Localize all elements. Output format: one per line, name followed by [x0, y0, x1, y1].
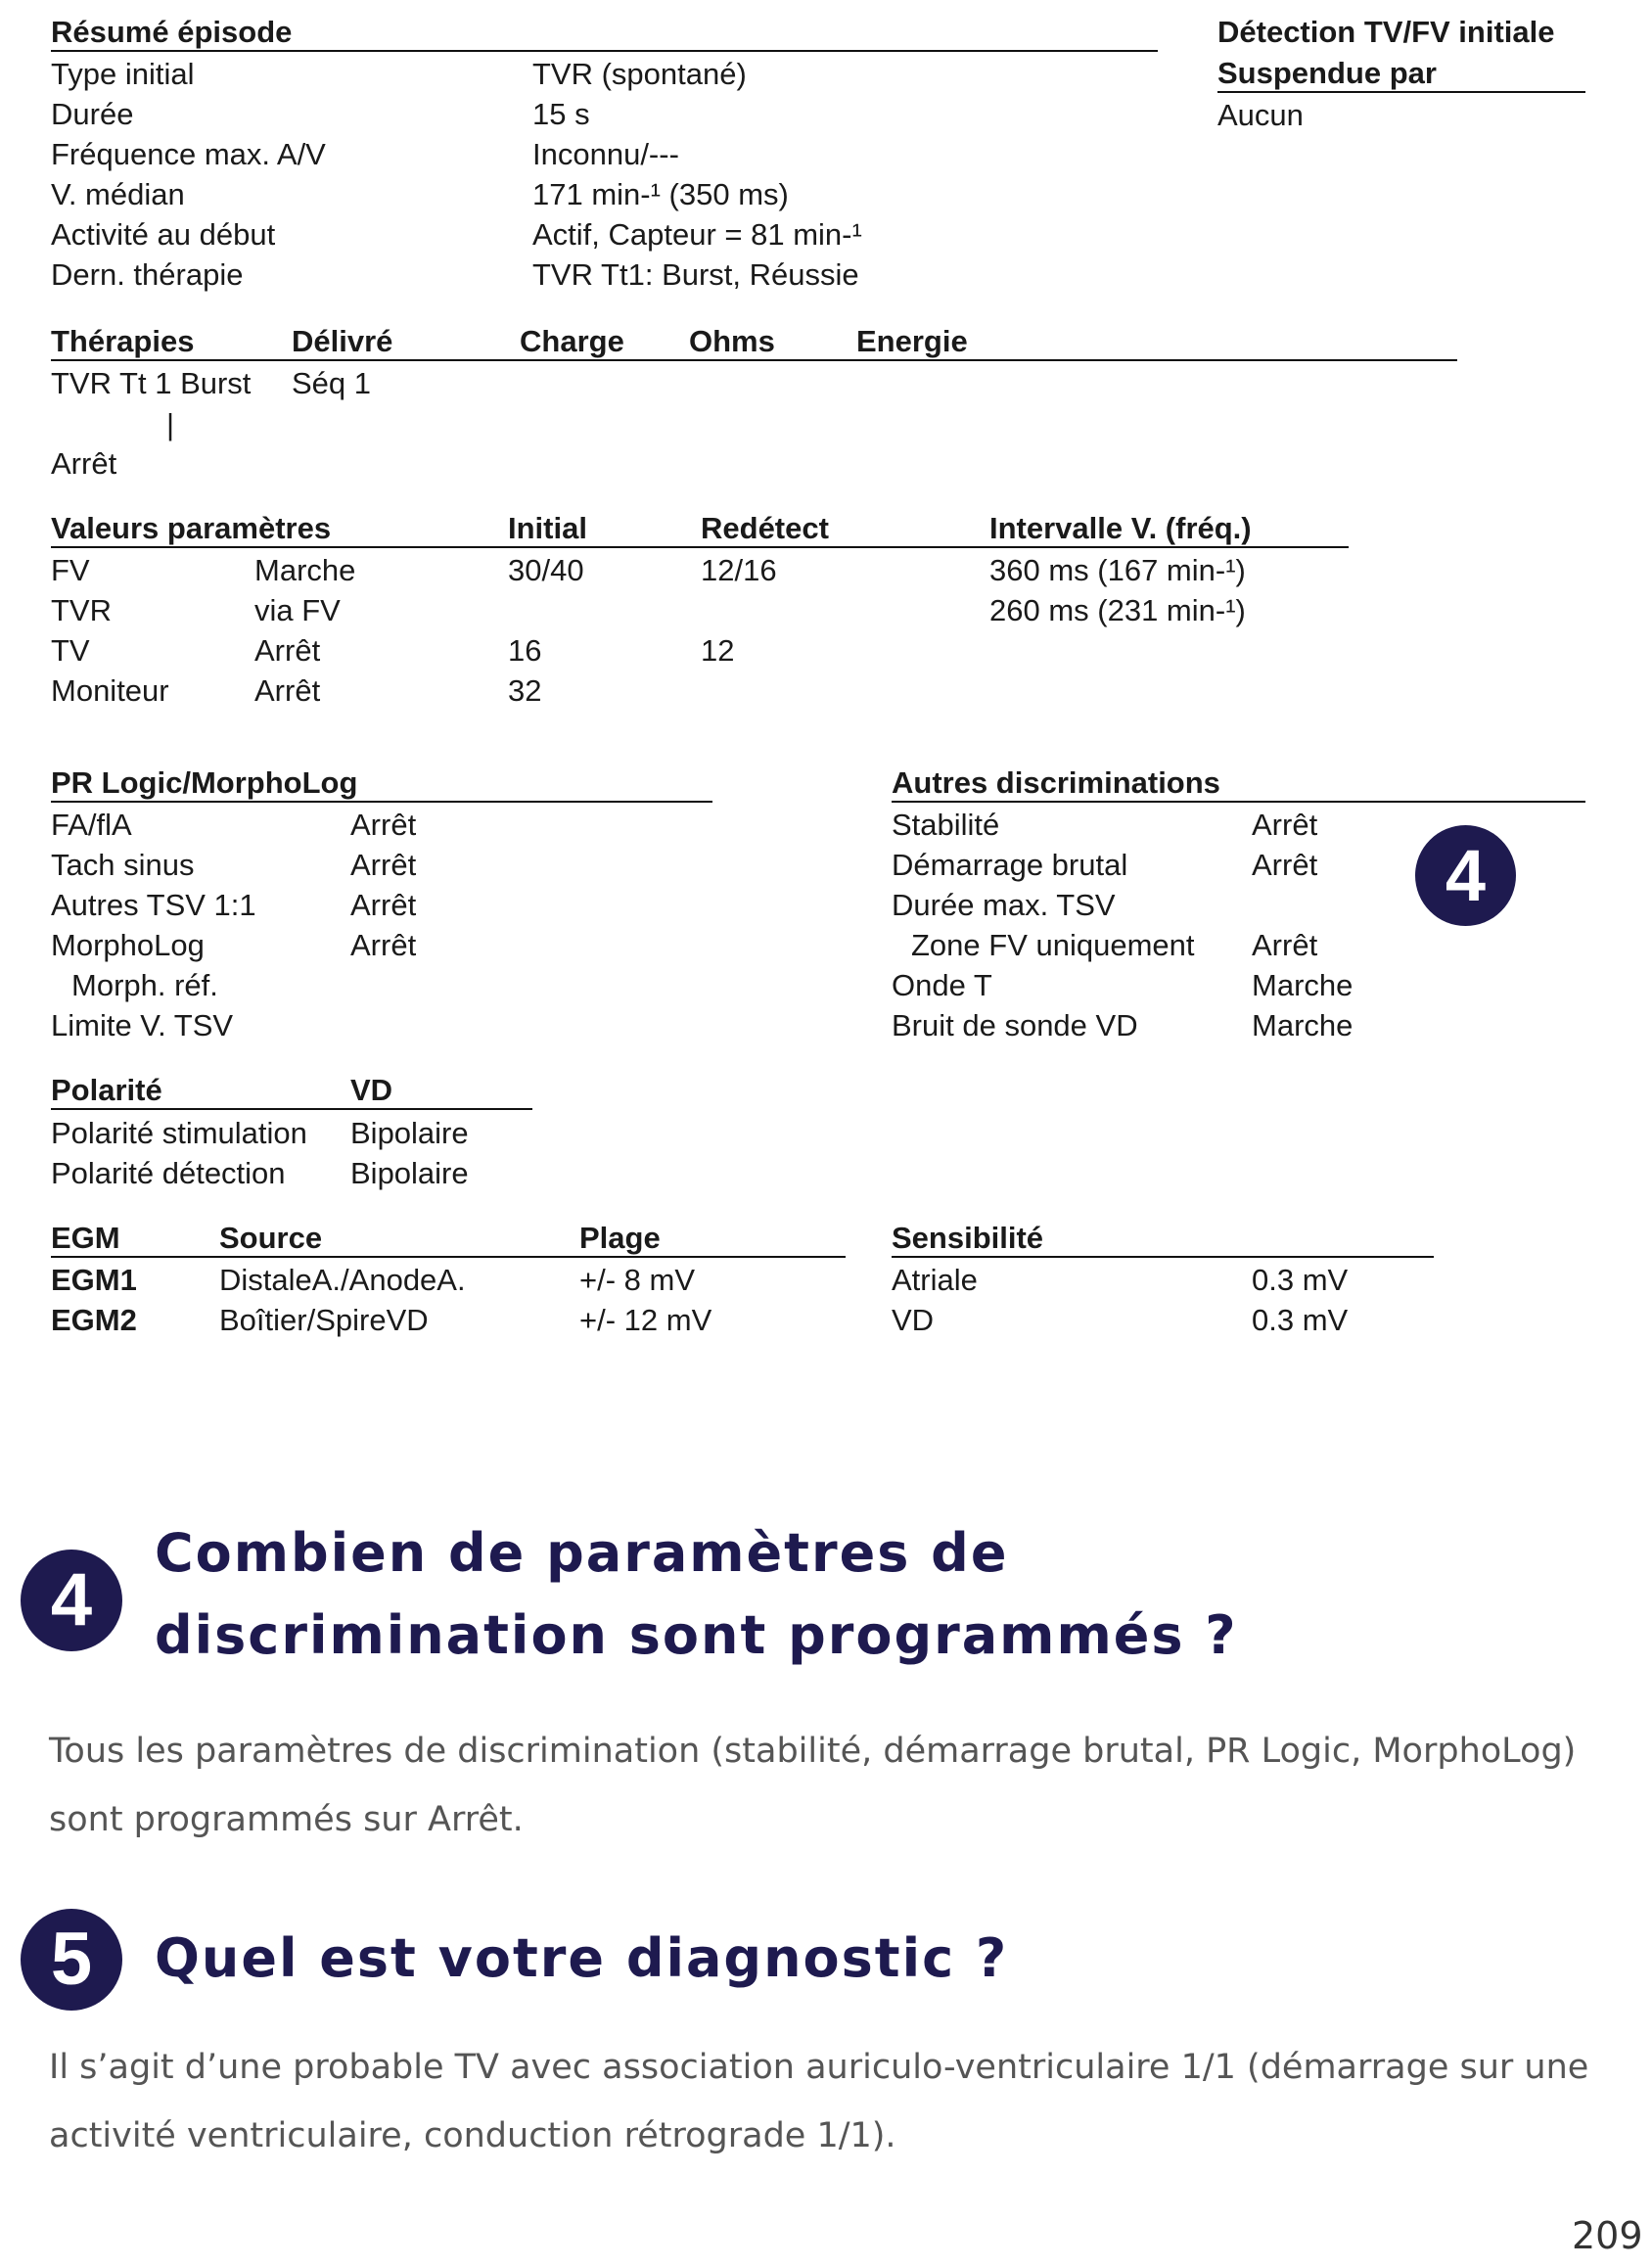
resume-label: V. médian: [51, 177, 185, 211]
autres-value: Arrêt: [1252, 928, 1318, 962]
param-interval: 360 ms (167 min-¹): [989, 553, 1246, 587]
param-interval: 260 ms (231 min-¹): [989, 593, 1246, 627]
page-number: 209: [1572, 2214, 1643, 2257]
prlogic-label: Limite V. TSV: [51, 1008, 234, 1042]
resume-value: 171 min-¹ (350 ms): [532, 177, 789, 211]
egm-heading: EGM: [51, 1221, 120, 1255]
sensibilite-value: 0.3 mV: [1252, 1303, 1349, 1337]
prlogic-label: Autres TSV 1:1: [51, 888, 256, 922]
resume-value: TVR Tt1: Burst, Réussie: [532, 257, 859, 292]
param-redetect: 12/16: [701, 553, 777, 587]
divider: [51, 1108, 532, 1110]
detection-value: Aucun: [1217, 98, 1304, 132]
sensibilite-label: Atriale: [892, 1263, 978, 1297]
number-4-badge: 4: [1415, 825, 1516, 926]
autres-label: Zone FV uniquement: [911, 928, 1195, 962]
autres-value: Marche: [1252, 968, 1354, 1002]
therapies-header: Thérapies: [51, 324, 195, 358]
question-5-title: Quel est votre diagnostic ?: [155, 1927, 1009, 1989]
question-4-title: Combien de paramètres de: [155, 1522, 1009, 1584]
divider: [51, 1256, 846, 1258]
resume-value: TVR (spontané): [532, 57, 747, 91]
egm-name: EGM1: [51, 1263, 137, 1297]
question-5-answer: Il s’agit d’une probable TV avec association auriculo-ventriculaire 1/1 (démarrage sur une: [49, 2048, 1589, 2087]
divider: [51, 546, 1349, 548]
divider: [51, 801, 712, 803]
vd-heading: VD: [350, 1073, 393, 1107]
resume-label: Type initial: [51, 57, 195, 91]
therapy-end: Arrêt: [51, 446, 117, 481]
therapy-delivered: Séq 1: [292, 366, 372, 400]
question-4-title: discrimination sont programmés ?: [155, 1604, 1238, 1666]
therapy-name: TVR Tt 1 Burst: [51, 366, 252, 400]
prlogic-label: Tach sinus: [51, 848, 195, 882]
sensibilite-label: VD: [892, 1303, 935, 1337]
prlogic-label: FA/flA: [51, 808, 132, 842]
autres-label: Bruit de sonde VD: [892, 1008, 1138, 1042]
prlogic-label: MorphoLog: [51, 928, 205, 962]
question-4-answer: sont programmés sur Arrêt.: [49, 1800, 524, 1839]
prlogic-value: Arrêt: [350, 808, 417, 842]
param-name: Moniteur: [51, 673, 169, 708]
autres-value: Marche: [1252, 1008, 1354, 1042]
egm-name: EGM2: [51, 1303, 137, 1337]
polarite-label: Polarité stimulation: [51, 1116, 307, 1150]
resume-label: Fréquence max. A/V: [51, 137, 326, 171]
question-5-answer: activité ventriculaire, conduction rétrograde 1/1).: [49, 2116, 896, 2155]
param-initial: 16: [508, 633, 542, 668]
energy-header: Energie: [856, 324, 968, 358]
param-state: Arrêt: [254, 673, 321, 708]
resume-value: Inconnu/---: [532, 137, 679, 171]
divider: [51, 50, 1158, 52]
detection-subheading: Suspendue par: [1217, 56, 1437, 90]
prlogic-label: Morph. réf.: [71, 968, 218, 1002]
prlogic-value: Arrêt: [350, 928, 417, 962]
question-4-badge: 4: [21, 1550, 122, 1651]
question-5-badge: 5: [21, 1909, 122, 2011]
polarite-value: Bipolaire: [350, 1116, 469, 1150]
delivered-header: Délivré: [292, 324, 393, 358]
autres-label: Démarrage brutal: [892, 848, 1128, 882]
plage-heading: Plage: [579, 1221, 661, 1255]
polarite-heading: Polarité: [51, 1073, 162, 1107]
param-initial: 32: [508, 673, 542, 708]
divider: [892, 801, 1585, 803]
param-name: TVR: [51, 593, 112, 627]
initial-header: Initial: [508, 511, 587, 545]
param-state: Marche: [254, 553, 356, 587]
detection-heading: Détection TV/FV initiale: [1217, 15, 1555, 49]
autres-value: Arrêt: [1252, 808, 1318, 842]
param-state: via FV: [254, 593, 341, 627]
polarite-label: Polarité détection: [51, 1156, 286, 1190]
polarite-value: Bipolaire: [350, 1156, 469, 1190]
resume-label: Dern. thérapie: [51, 257, 244, 292]
therapy-bar: |: [166, 407, 175, 441]
interval-header: Intervalle V. (fréq.): [989, 511, 1252, 545]
divider: [51, 359, 1457, 361]
ohms-header: Ohms: [689, 324, 775, 358]
sensibilite-value: 0.3 mV: [1252, 1263, 1349, 1297]
param-initial: 30/40: [508, 553, 584, 587]
autres-value: Arrêt: [1252, 848, 1318, 882]
egm-source: DistaleA./AnodeA.: [219, 1263, 466, 1297]
resume-value: Actif, Capteur = 81 min-¹: [532, 217, 862, 252]
prlogic-value: Arrêt: [350, 888, 417, 922]
divider: [892, 1256, 1434, 1258]
resume-label: Activité au début: [51, 217, 276, 252]
charge-header: Charge: [520, 324, 624, 358]
param-state: Arrêt: [254, 633, 321, 668]
params-header: Valeurs paramètres: [51, 511, 332, 545]
resume-value: 15 s: [532, 97, 590, 131]
param-redetect: 12: [701, 633, 735, 668]
resume-label: Durée: [51, 97, 134, 131]
param-name: FV: [51, 553, 90, 587]
sensibilite-heading: Sensibilité: [892, 1221, 1044, 1255]
prlogic-heading: PR Logic/MorphoLog: [51, 765, 358, 800]
egm-range: +/- 12 mV: [579, 1303, 712, 1337]
egm-source: Boîtier/SpireVD: [219, 1303, 429, 1337]
autres-heading: Autres discriminations: [892, 765, 1220, 800]
autres-label: Stabilité: [892, 808, 1000, 842]
autres-label: Durée max. TSV: [892, 888, 1116, 922]
param-name: TV: [51, 633, 90, 668]
divider: [1217, 91, 1585, 93]
prlogic-value: Arrêt: [350, 848, 417, 882]
autres-label: Onde T: [892, 968, 992, 1002]
question-4-answer: Tous les paramètres de discrimination (stabilité, démarrage brutal, PR Logic, MorphoLog): [49, 1732, 1577, 1771]
resume-heading: Résumé épisode: [51, 15, 293, 49]
redetect-header: Redétect: [701, 511, 829, 545]
egm-range: +/- 8 mV: [579, 1263, 696, 1297]
source-heading: Source: [219, 1221, 323, 1255]
